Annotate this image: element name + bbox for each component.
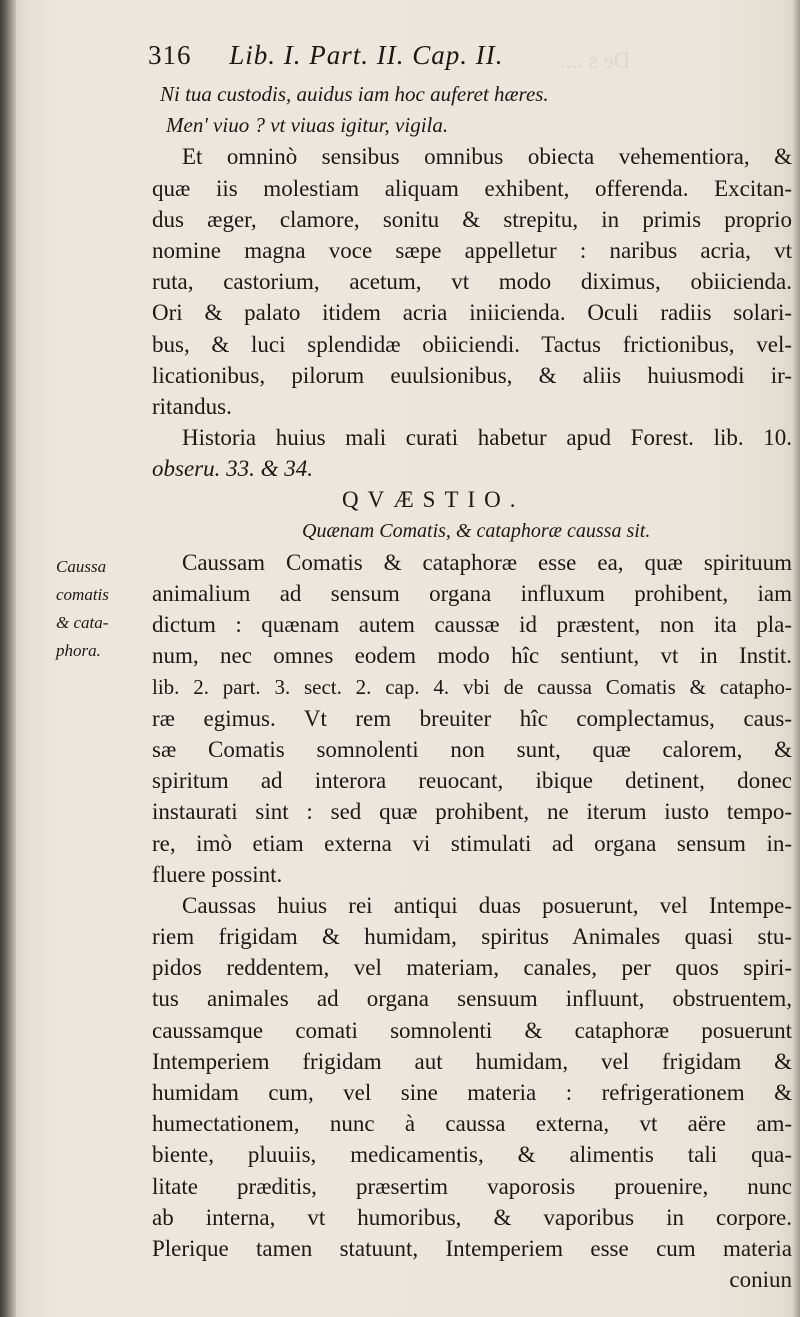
text-line: Plerique tamen statuunt, Intemperiem esse cum materia (152, 1235, 792, 1261)
body-text (152, 79, 792, 1295)
section-subtitle: Quænam Comatis, & cataphoræ caussa sit. (302, 519, 651, 542)
text-line: fluere possint. (152, 861, 283, 887)
section-heading: QVÆSTIO. (342, 487, 525, 513)
text-line: licationibus, pilorum euulsionibus, & aliis huiusmodi ir- (152, 362, 792, 388)
text-line: humidam cum, vel sine materia : refrigerationem & (152, 1080, 792, 1105)
text-line: Caussas huius rei antiqui duas posuerunt, vel Intempe- (182, 892, 792, 918)
verse-line: Ni tua custodis, auidus iam hoc auferet hæres. (160, 82, 549, 106)
text-line: Ori & palato itidem acria iniicienda. Oculi radiis solari- (152, 300, 792, 326)
margin-note-line: comatis (56, 585, 109, 604)
margin-note-line: phora. (56, 641, 101, 660)
bleed-through-text: De s .... (560, 48, 631, 73)
running-header (148, 40, 503, 71)
text-line: humectationem, nunc à caussa externa, vt aëre am- (152, 1111, 792, 1137)
text-line: lib. 2. part. 3. sect. 2. cap. 4. vbi de caussa Comatis & catapho- (152, 674, 792, 699)
text-line: instaurati sint : sed quæ prohibent, ne iterum iusto tempo- (152, 799, 792, 825)
text-line: nomine magna voce sæpe appelletur : naribus acria, vt (152, 237, 792, 263)
text-line: caussamque comati somnolenti & cataphoræ posuerunt (152, 1017, 792, 1043)
page-number: 316 (148, 40, 192, 70)
margin-note-line: Caussa (56, 557, 107, 576)
text-line: biente, pluuiis, medicamentis, & alimentis tali qua- (152, 1142, 792, 1168)
text-line: animalium ad sensum organa influxum prohibent, iam (152, 581, 792, 606)
text-line: dictum : quænam autem caussæ id præstent, non ita pla- (152, 612, 792, 638)
text-line: Historia huius mali curati habetur apud Forest. lib. 10. (182, 425, 792, 451)
text-line: ræ egimus. Vt rem breuiter hîc complectamus, caus- (152, 705, 792, 731)
text-line: ab interna, vt humoribus, & vaporibus in corpore. (152, 1204, 792, 1230)
marginal-note (56, 553, 146, 665)
text-line: re, imò etiam externa vi stimulati ad organa sensum in- (152, 830, 792, 856)
text-line: Et omninò sensibus omnibus obiecta vehementiora, & (182, 144, 792, 170)
catchword: coniun (729, 1267, 792, 1293)
text-line: sæ Comatis somnolenti non sunt, quæ calorem, & (152, 736, 792, 762)
text-line: bus, & luci splendidæ obiiciendi. Tactus frictionibus, vel- (152, 331, 792, 357)
page-edge-shadow (792, 0, 800, 1317)
text-line: tus animales ad organa sensuum influunt, obstruentem, (152, 986, 792, 1012)
text-line: litate præditis, præsertim vaporosis prouenire, nunc (152, 1173, 792, 1199)
text-line: num, nec omnes eodem modo hîc sentiunt, vt in Instit. (152, 643, 792, 669)
text-line: ruta, castorium, acetum, vt modo diximus, obiicienda. (152, 269, 792, 295)
text-line: dus æger, clamore, sonitu & strepitu, in primis proprio (152, 206, 792, 232)
text-line: quæ iis molestiam aliquam exhibent, offerenda. Excitan- (152, 175, 792, 201)
text-line: spiritum ad interora reuocant, ibique detinent, donec (152, 768, 792, 794)
margin-note-line: & cata- (56, 613, 109, 632)
text-line: riem frigidam & humidam, spiritus Animales quasi stu- (152, 924, 792, 950)
text-line: pidos reddentem, vel materiam, canales, per quos spiri- (152, 955, 792, 981)
text-line: ritandus. (152, 393, 232, 419)
running-title: Lib. I. Part. II. Cap. II. (229, 40, 504, 70)
text-line: obseru. 33. & 34. (152, 456, 313, 482)
book-binding-edge (0, 0, 16, 1317)
text-line: Intemperiem frigidam aut humidam, vel frigidam & (152, 1048, 792, 1074)
text-line: Caussam Comatis & cataphoræ esse ea, quæ spirituum (182, 549, 792, 575)
verse-line: Men' viuo ? vt viuas igitur, vigila. (166, 113, 449, 138)
